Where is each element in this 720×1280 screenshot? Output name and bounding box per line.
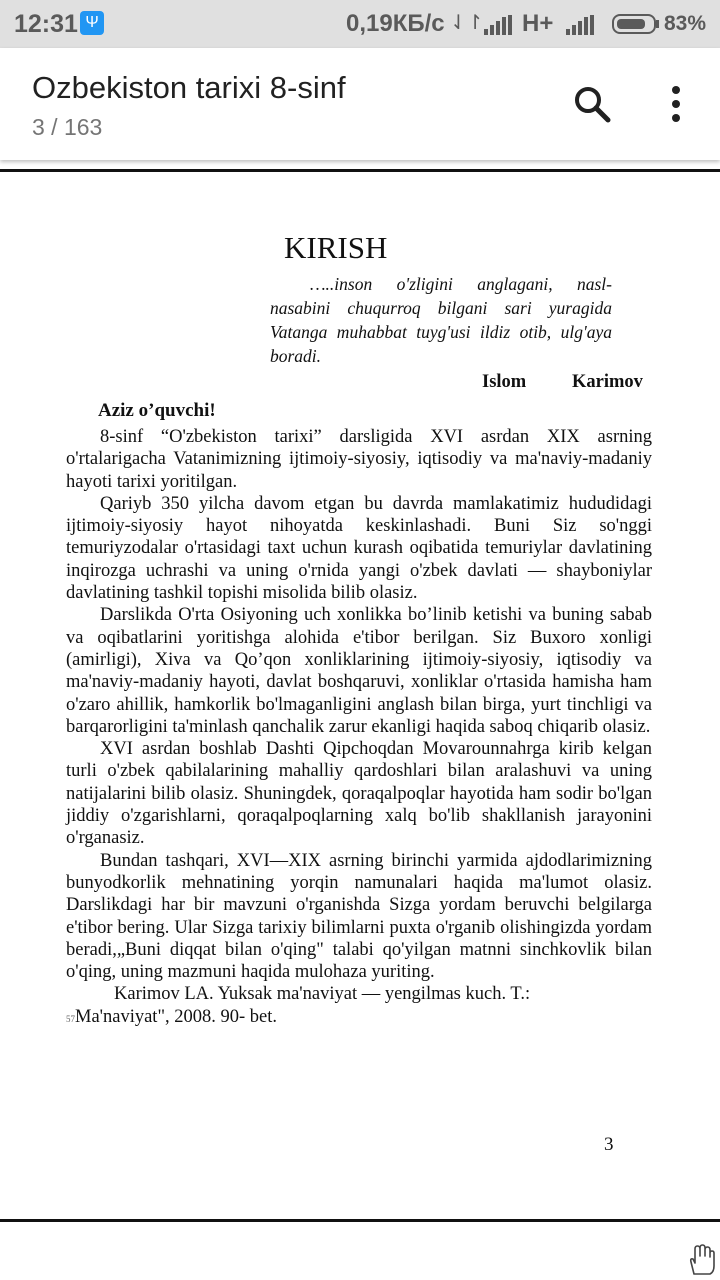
page-counter: 3 / 163 [32, 114, 103, 140]
epigraph-author-last: Karimov [572, 372, 643, 392]
page-number: 3 [604, 1134, 614, 1155]
network-speed: 0,19КБ/с [346, 10, 445, 37]
paragraph: Qariyb 350 yilcha davom etgan bu davrda mamlakatimiz hududidagi ijtimoiy-siyosiy hayot nihoyatda keskinlashadi. Buni Siz so'nggi temuriyzodalar o'rtasidagi taxt uchun kurash oqibatida temuriylar davlatining inqirozga uchrashi va uning o'rnida yangi o'zbek davlati — shayboniylar davlatining tashkil topishi misolida bilib olasiz. [66, 493, 652, 604]
app-bar [0, 48, 720, 160]
data-activity-icon: ⇃↾ [450, 12, 484, 34]
paragraph: 8-sinf “O'zbekiston tarixi” darsligida XVI asrdan XIX asrning o'rtalarigacha Vatanimizning ijtimoiy-siyosiy, iqtisodiy va ma'naviy-madaniy hayoti tarixi yoritilgan. [66, 427, 652, 492]
greeting: Aziz o’quvchi! [98, 400, 216, 421]
section-heading: KIRISH [284, 230, 388, 265]
epigraph-text: …..inson o'zligini anglagani, nasl-nasabini chuqurroq bilgani sari yuragida Vatanga muhabbat tuyg'usi ildiz otib, ulg'aya boradi. [270, 274, 612, 366]
status-time: 12:31 [14, 10, 78, 38]
epigraph [270, 272, 612, 368]
status-bar [0, 0, 720, 48]
battery-icon [612, 14, 656, 34]
paragraph: XVI asrdan boshlab Dashti Qipchoqdan Movarounnahrga kirib kelgan turli o'zbek qabilalarining mahalliy qardoshlari bilan aralashuvi va uning natijalarini bilib olasiz. Shuningdek, qoraqalpoqlar hayotida ham sodir bo'lgan jiddiy o'zgarishlarni, qoraqalpoqlarning xalq bo'lib shakllanish jarayonini o'rganasiz. [66, 739, 652, 849]
network-type: H+ [522, 10, 554, 37]
body-text [66, 426, 652, 1030]
battery-tip [656, 20, 659, 28]
battery-fill [617, 19, 645, 29]
paragraph: Bundan tashqari, XVI—XIX asrning birinchi yarmida ajdodlarimizning bunyodkorlik mehnatining yorqin namunalari haqida ma'lumot olasiz. Darslikdagi har bir mavzuni o'rganishda Sizga yordam beruvchi belgilarga e'tibor bering. Ular Sizga tarixiy bilimlarni puxta o'rganib olishingizda yordam beradi,„Buni diqqat bilan o'qing" talabi qo'yilgan matnni sinchkovlik bilan o'qing, uning mazmuni haqida mulohaza yuriting. [66, 850, 652, 983]
footnote-mark: 57 [66, 1013, 75, 1024]
more-vert-icon[interactable] [660, 82, 692, 126]
reference-text: Ma'naviyat", 2008. 90- bet. [75, 1006, 278, 1027]
page-bottom-rule [0, 1219, 720, 1222]
epigraph-author-first: Islom [482, 372, 527, 392]
document-title: Ozbekiston tarixi 8-sinf [32, 70, 346, 105]
reference-line: Karimov LA. Yuksak ma'naviyat — yengilmas kuch. T.: [114, 984, 531, 1005]
search-icon[interactable] [570, 82, 614, 126]
signal-icon-2 [566, 15, 596, 35]
notification-icon: Ψ [80, 11, 104, 35]
paragraph: Darslikda O'rta Osiyoning uch xonlikka bo’linib ketishi va buning sabab va oqibatlarini yoritishga alohida e'tibor berilgan. Siz Buxoro xonligi (amirligi), Xiva va Qo’qon xonliklarining ijtimoiy-siyosiy, iqtisodiy va ma'naviy-madaniy hayoti, davlat boshqaruvi, xonliklar o'rtasida hamisha ham o'zaro ahillik, hamkorlik bo'lmaganligini anglash bilan birga, yurt tinchligi va barqarorligini ta'minlash qanchalik zarur ekanligi haqida saboq chiqarib olasiz. [66, 605, 652, 737]
document-page[interactable] [0, 172, 720, 1218]
signal-icon [484, 15, 514, 35]
reference-line-2 [66, 1006, 652, 1030]
battery-percent: 83% [664, 12, 707, 35]
hand-pointer-icon[interactable] [686, 1244, 716, 1276]
